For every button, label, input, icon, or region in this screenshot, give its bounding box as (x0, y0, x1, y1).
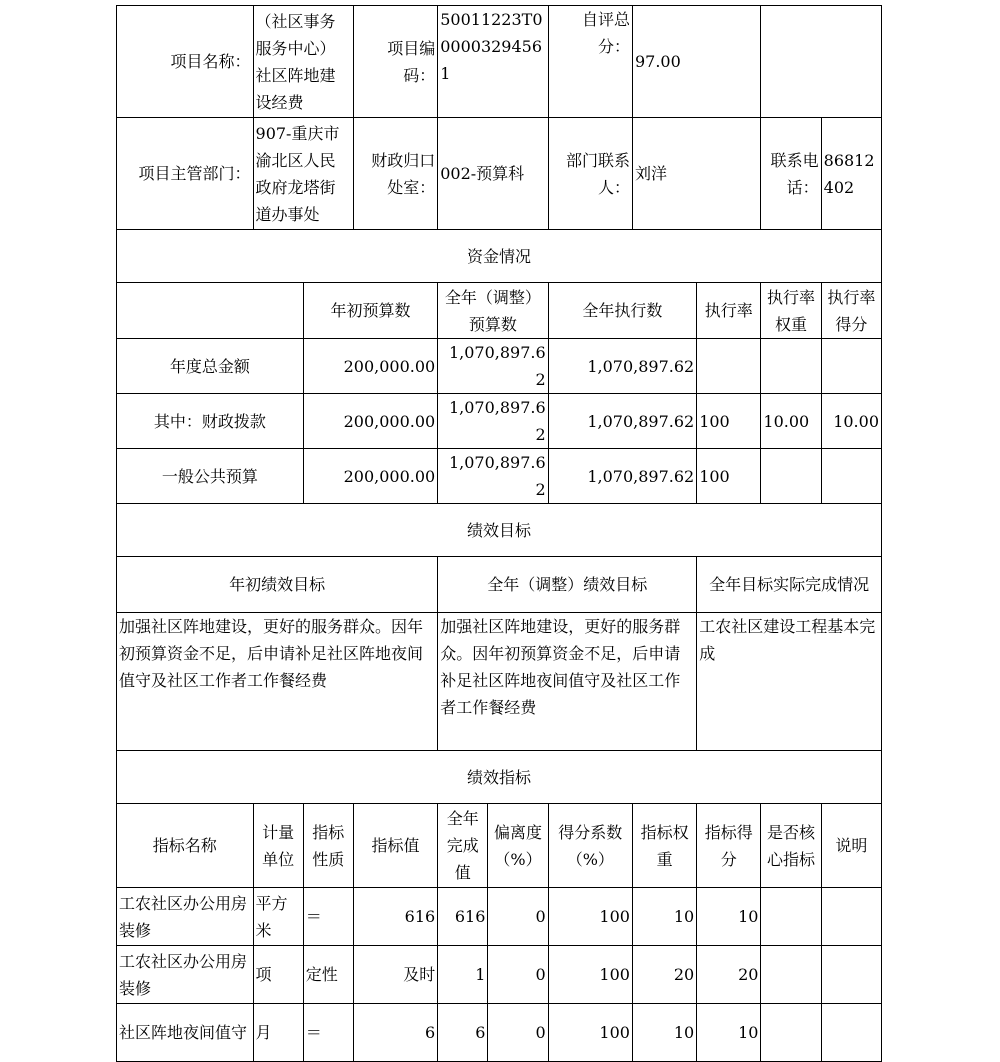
indicator-nature: ＝ (303, 888, 353, 946)
project-name-row (117, 6, 882, 118)
department-row (117, 118, 882, 230)
indicator-core (761, 946, 821, 1004)
indicator-coefficient: 100 (548, 888, 632, 946)
funds-cell (821, 339, 881, 394)
project-code-value: 50011223T000003294561 (438, 6, 548, 118)
funds-cell: 200,000.00 (303, 339, 438, 394)
funds-header-blank (117, 283, 304, 339)
indicators-header: 指标得分 (697, 804, 761, 888)
indicator-value: 616 (353, 888, 437, 946)
indicator-deviation: 0 (488, 946, 548, 1004)
empty-cell (761, 6, 882, 118)
funds-cell: 200,000.00 (303, 449, 438, 504)
goals-adjusted-text: 加强社区阵地建设，更好的服务群众。因年初预算资金不足，后申请补足社区阵地夜间值守及社区工作者工作餐经费 (438, 613, 697, 751)
goals-header-row (117, 557, 882, 613)
funds-cell: 200,000.00 (303, 394, 438, 449)
goals-header: 全年（调整）绩效目标 (438, 557, 697, 613)
indicators-header: 计量单位 (253, 804, 303, 888)
indicator-note (821, 1004, 881, 1062)
funds-cell: 10.00 (821, 394, 881, 449)
indicators-header: 指标权重 (632, 804, 696, 888)
funds-cell: 1,070,897.62 (438, 339, 548, 394)
funds-header: 执行率得分 (821, 283, 881, 339)
phone-value: 86812402 (821, 118, 881, 230)
project-name-label: 项目名称： (117, 6, 254, 118)
project-name-value: （社区事务服务中心）社区阵地建设经费 (253, 6, 353, 118)
funds-cell: 10.00 (761, 394, 821, 449)
indicator-score: 10 (697, 1004, 761, 1062)
goals-actual-text: 工农社区建设工程基本完成 (697, 613, 882, 751)
funds-cell: 1,070,897.62 (438, 394, 548, 449)
indicator-actual: 1 (438, 946, 488, 1004)
self-score-label: 自评总分： (548, 6, 632, 118)
indicator-nature: 定性 (303, 946, 353, 1004)
project-code-label: 项目编码： (353, 6, 437, 118)
phone-label: 联系电话： (761, 118, 821, 230)
indicator-actual: 6 (438, 1004, 488, 1062)
indicator-value: 6 (353, 1004, 437, 1062)
goals-initial-text: 加强社区阵地建设，更好的服务群众。因年初预算资金不足，后申请补足社区阵地夜间值守及社区工作者工作餐经费 (117, 613, 438, 751)
funds-row (117, 339, 882, 394)
indicators-header: 指标值 (353, 804, 437, 888)
goals-row (117, 613, 882, 751)
funds-row (117, 449, 882, 504)
indicator-score: 10 (697, 888, 761, 946)
goals-header: 全年目标实际完成情况 (697, 557, 882, 613)
indicators-section-title: 绩效指标 (117, 751, 882, 804)
indicator-name: 工农社区办公用房装修 (117, 888, 254, 946)
indicator-weight: 20 (632, 946, 696, 1004)
funds-cell (821, 449, 881, 504)
funds-cell: 100 (697, 394, 761, 449)
funds-cell: 100 (697, 449, 761, 504)
indicators-header: 全年完成值 (438, 804, 488, 888)
funds-header: 执行率权重 (761, 283, 821, 339)
finance-office-value: 002-预算科 (438, 118, 548, 230)
indicators-header: 指标性质 (303, 804, 353, 888)
department-label: 项目主管部门： (117, 118, 254, 230)
goals-header: 年初绩效目标 (117, 557, 438, 613)
funds-cell (761, 449, 821, 504)
contact-label: 部门联系人： (548, 118, 632, 230)
indicator-row (117, 1004, 882, 1062)
indicator-actual: 616 (438, 888, 488, 946)
indicator-unit: 月 (253, 1004, 303, 1062)
indicators-header-row (117, 804, 882, 888)
indicator-core (761, 1004, 821, 1062)
indicators-header: 偏离度（%） (488, 804, 548, 888)
funds-header-row (117, 283, 882, 339)
funds-row (117, 394, 882, 449)
indicator-deviation: 0 (488, 888, 548, 946)
indicators-header: 是否核心指标 (761, 804, 821, 888)
indicator-note (821, 888, 881, 946)
indicator-core (761, 888, 821, 946)
indicator-value: 及时 (353, 946, 437, 1004)
self-score-value: 97.00 (632, 6, 760, 118)
indicator-name: 工农社区办公用房装修 (117, 946, 254, 1004)
funds-header: 执行率 (697, 283, 761, 339)
funds-cell: 1,070,897.62 (548, 449, 697, 504)
indicators-header: 说明 (821, 804, 881, 888)
indicator-deviation: 0 (488, 1004, 548, 1062)
funds-cell: 1,070,897.62 (548, 339, 697, 394)
indicator-row (117, 888, 882, 946)
indicators-header: 得分系数（%） (548, 804, 632, 888)
indicator-coefficient: 100 (548, 946, 632, 1004)
indicator-coefficient: 100 (548, 1004, 632, 1062)
funds-cell: 1,070,897.62 (438, 449, 548, 504)
indicator-nature: ＝ (303, 1004, 353, 1062)
funds-cell (761, 339, 821, 394)
indicator-unit: 项 (253, 946, 303, 1004)
funds-row-label: 一般公共预算 (117, 449, 304, 504)
contact-value: 刘洋 (632, 118, 760, 230)
funds-section-title: 资金情况 (117, 230, 882, 283)
indicator-name: 社区阵地夜间值守 (117, 1004, 254, 1062)
indicator-row (117, 946, 882, 1004)
indicators-header: 指标名称 (117, 804, 254, 888)
department-value: 907-重庆市渝北区人民政府龙塔街道办事处 (253, 118, 353, 230)
funds-cell: 1,070,897.62 (548, 394, 697, 449)
funds-header: 全年（调整）预算数 (438, 283, 548, 339)
performance-evaluation-table (116, 5, 882, 1062)
goals-section-title: 绩效目标 (117, 504, 882, 557)
indicator-score: 20 (697, 946, 761, 1004)
indicator-weight: 10 (632, 1004, 696, 1062)
finance-office-label: 财政归口处室： (353, 118, 437, 230)
indicator-weight: 10 (632, 888, 696, 946)
funds-row-label: 年度总金额 (117, 339, 304, 394)
funds-header: 年初预算数 (303, 283, 438, 339)
indicator-unit: 平方米 (253, 888, 303, 946)
funds-header: 全年执行数 (548, 283, 697, 339)
indicator-note (821, 946, 881, 1004)
funds-row-label: 其中：财政拨款 (117, 394, 304, 449)
funds-cell (697, 339, 761, 394)
